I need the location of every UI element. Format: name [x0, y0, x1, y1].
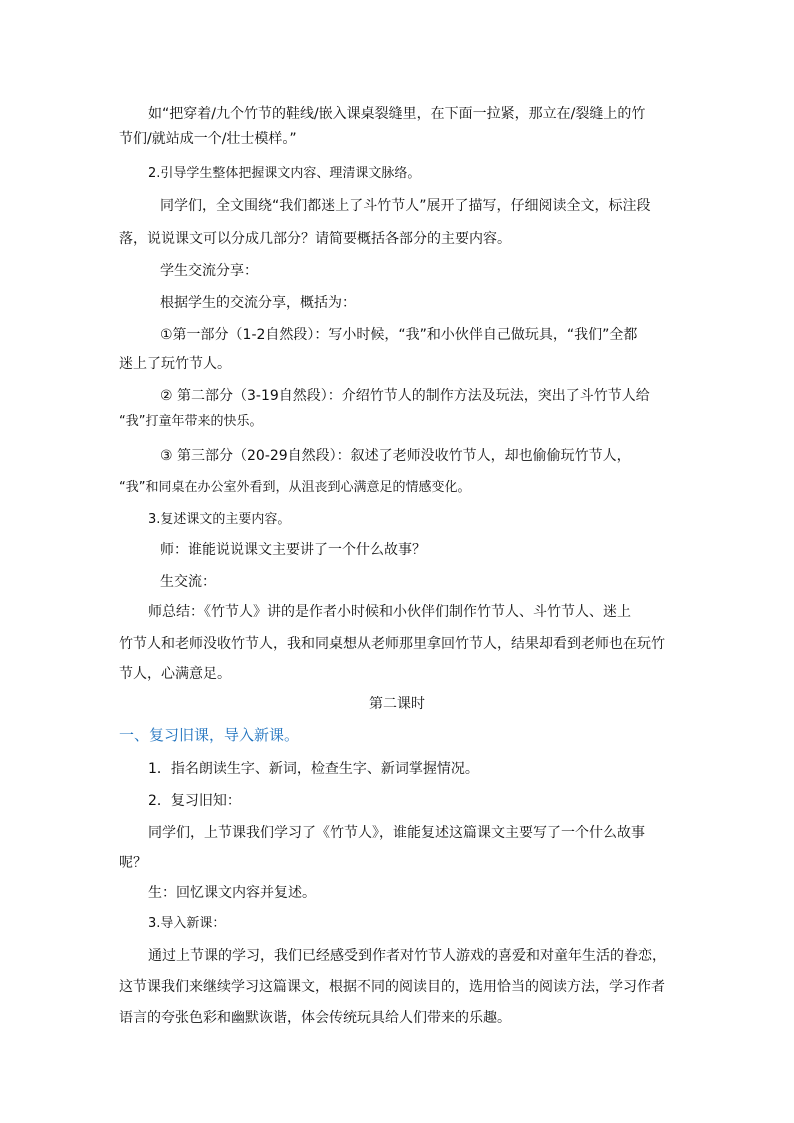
text-line: 呢？	[119, 855, 147, 871]
text-line: 迷上了玩竹节人。	[119, 356, 231, 372]
text-line: 节人，心满意足。	[119, 666, 231, 682]
text-line: 2.引导学生整体把握课文内容、理清课文脉络。	[148, 166, 421, 181]
text-line: 师总结：《竹节人》讲的是作者小时候和小伙伴们制作竹节人、斗竹节人、迷上	[148, 604, 631, 620]
text-line: 这节课我们来继续学习这篇课文，根据不同的阅读目的，选用恰当的阅读方法，学习作者	[119, 979, 665, 995]
text-line: “我”打童年带来的快乐。	[119, 414, 263, 429]
text-line: 1．指名朗读生字、新词，检查生字、新词掌握情况。	[148, 761, 479, 777]
section-title: 第二课时	[369, 696, 425, 712]
section-heading: 一、复习旧课，导入新课。	[119, 726, 300, 744]
text-line: 生：回忆课文内容并复述。	[148, 885, 316, 901]
text-line: 落，说说课文可以分成几部分？请简要概括各部分的主要内容。	[119, 231, 511, 247]
text-line: 师：谁能说说课文主要讲了一个什么故事？	[160, 542, 426, 558]
text-line: 如“把穿着/九个竹节的鞋线/嵌入课桌裂缝里，在下面一拉紧，那立在/裂缝上的竹	[148, 106, 646, 122]
text-line: 语言的夸张色彩和幽默诙谐，体会传统玩具给人们带来的乐趣。	[119, 1010, 511, 1026]
text-line: 生交流：	[160, 574, 216, 590]
text-line: ③ 第三部分（20-29自然段）：叙述了老师没收竹节人，却也偷偷玩竹节人，	[160, 448, 631, 464]
text-line: 通过上节课的学习，我们已经感受到作者对竹节人游戏的喜爱和对童年生活的眷恋，	[148, 948, 666, 964]
text-line: ② 第二部分（3-19自然段）：介绍竹节人的制作方法及玩法，突出了斗竹节人给	[160, 388, 650, 404]
text-line: 节们/就站成一个/壮士模样。”	[119, 131, 297, 147]
text-line: 根据学生的交流分享，概括为：	[160, 295, 356, 311]
text-line: 学生交流分享：	[160, 263, 258, 279]
text-line: “我”和同桌在办公室外看到，从沮丧到心满意足的情感变化。	[119, 480, 471, 495]
text-line: 同学们，全文围绕“我们都迷上了斗竹节人”展开了描写，仔细阅读全文，标注段	[160, 198, 651, 214]
text-line: 2．复习旧知：	[148, 793, 241, 809]
text-line: 竹节人和老师没收竹节人，我和同桌想从老师那里拿回竹节人，结果却看到老师也在玩竹	[119, 636, 665, 652]
text-line: 3.导入新课：	[148, 916, 226, 931]
text-line: ①第一部分（1-2自然段）：写小时候，“我”和小伙伴自己做玩具，“我们”全都	[160, 327, 638, 343]
text-line: 同学们，上节课我们学习了《竹节人》，谁能复述这篇课文主要写了一个什么故事	[148, 825, 645, 841]
text-line: 3.复述课文的主要内容。	[148, 512, 291, 527]
